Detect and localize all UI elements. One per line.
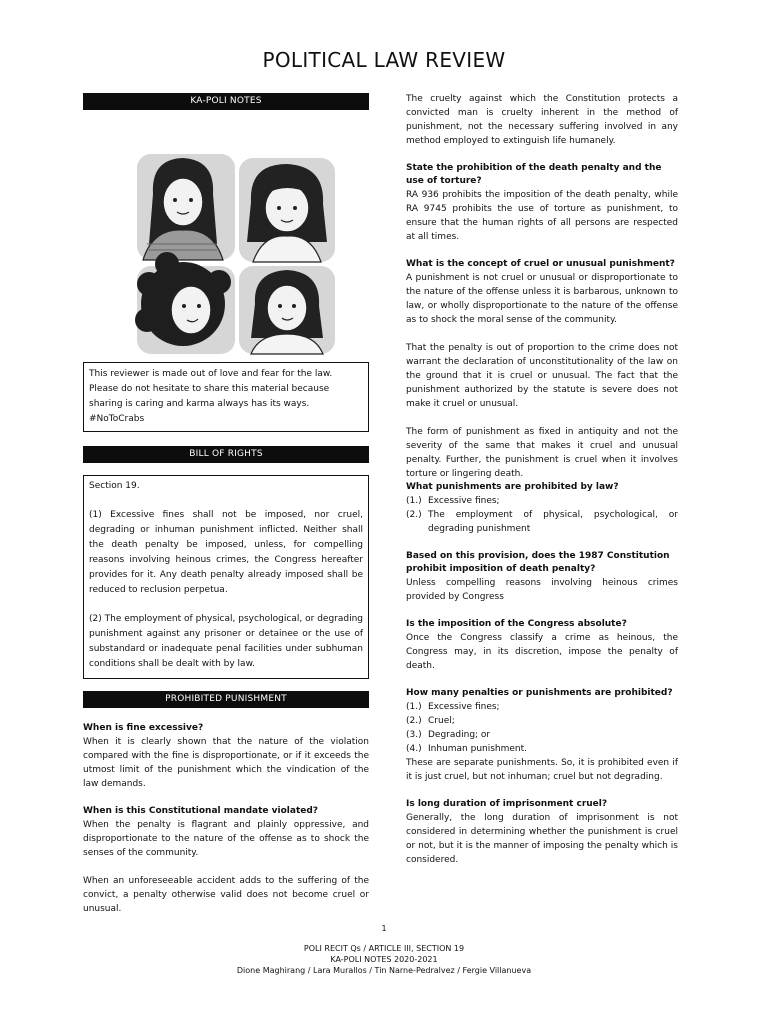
bill-of-rights-header: BILL OF RIGHTS	[83, 446, 369, 463]
footer-line-1: POLI RECIT Qs / ARTICLE III, SECTION 19	[303, 944, 465, 953]
question-prohibited-by-law: What punishments are prohibited by law?	[406, 482, 619, 492]
answer-mandate-violated: When the penalty is flagrant and plainly oppressive, and disproportionate to the nature of the offense as to shock the senses of the community.	[83, 820, 369, 858]
question-cruel-unusual-concept: What is the concept of cruel or unusual punishment?	[406, 259, 675, 269]
list-item: (4.) Inhuman punishment.	[406, 744, 528, 754]
section-title: Section 19.	[89, 481, 140, 491]
answer-fine-excessive: When it is clearly shown that the nature of the violation compared with the fine is disproportionate, or if it exceeds the utmost limit of the punishment which the vindication of the law demands.	[83, 737, 369, 789]
question-mandate-violated: When is this Constitutional mandate violated?	[83, 806, 319, 816]
page-title: POLITICAL LAW REVIEW	[262, 48, 506, 72]
list-item: (3.) Degrading; or	[406, 730, 491, 740]
section-19-box	[83, 475, 369, 679]
paragraph-form-of-punishment: The form of punishment as fixed in antiquity and not the severity of the same that makes it cruel and unusual penalty. Further, the punishment is cruel when it involves torture or lingering death.	[406, 427, 678, 479]
answer-death-penalty-torture: RA 936 prohibits the imposition of the death penalty, while RA 9745 prohibits the use of torture as punishment, to ensure that the human rights of all persons are respected at all times.	[406, 190, 678, 242]
right-column	[406, 92, 678, 867]
section-paragraph-2: (2) The employment of physical, psychological, or degrading punishment against any prisoner or detainee or the use of substandard or inadequate penal facilities under subhuman conditions shall be dealt with by law.	[89, 614, 363, 669]
question-long-duration: Is long duration of imprisonment cruel?	[406, 799, 608, 809]
answer-separate-punishments: These are separate punishments. So, it is prohibited even if it is just cruel, but not inhuman; cruel but not degrading.	[406, 758, 678, 782]
paragraph-cruelty: The cruelty against which the Constitution protects a convicted man is cruelty inherent in the method of punishment, not the necessary suffering involved in any method employed to extinguish life humanely.	[406, 94, 678, 146]
question-death-penalty-torture: State the prohibition of the death penalty and the use of torture?	[406, 163, 662, 186]
kapoli-notes-header: KA-POLI NOTES	[83, 93, 369, 110]
section-paragraph-1: (1) Excessive fines shall not be imposed, nor cruel, degrading or inhuman punishment inflicted. Neither shall the death penalty be imposed, unless, for compelling reasons involving heinous crimes, the Congress hereafter provides for it. Any death penalty already imposed shall be reduced to reclusion perpetua.	[89, 510, 363, 595]
footer-line-3: Dione Maghirang / Lara Murallos / Tin Narne-Pedralvez / Fergie Villanueva	[236, 966, 532, 975]
four-women-illustration	[83, 124, 369, 356]
list-item: (1.) Excessive fines;	[406, 702, 500, 712]
answer-long-duration: Generally, the long duration of imprisonment is not considered in determining whether the punishment is cruel or not, but it is the manner of imposing the penalty which is considered.	[406, 813, 678, 865]
answer-accident: When an unforeseeable accident adds to the suffering of the convict, a penalty otherwise valid does not become cruel or unusual.	[83, 876, 369, 914]
question-how-many-prohibited: How many penalties or punishments are prohibited?	[406, 688, 673, 698]
paragraph-proportion: That the penalty is out of proportion to the crime does not warrant the declaration of unconstitutionality of the law on the ground that it is cruel or unusual. The fact that the punishment authorized by the statute is severe does not make it cruel or unusual.	[406, 343, 678, 409]
list-item: (1.) Excessive fines;	[406, 496, 500, 506]
how-many-prohibited-list	[406, 700, 678, 756]
list-item: (2.) Cruel;	[406, 716, 455, 726]
answer-1987-constitution: Unless compelling reasons involving heinous crimes provided by Congress	[406, 578, 678, 602]
authors-illustration	[83, 124, 369, 356]
question-congress-absolute: Is the imposition of the Congress absolute?	[406, 619, 627, 629]
answer-cruel-unusual-concept: A punishment is not cruel or unusual or disproportionate to the nature of the offense unless it is barbarous, unknown to law, or wholly disproportionate to the nature of the offense as to shock the moral sense of the community.	[406, 273, 678, 325]
prohibited-punishment-header: PROHIBITED PUNISHMENT	[83, 691, 369, 708]
intro-note: This reviewer is made out of love and fear for the law. Please do not hesitate to share this material because sharing is caring and karma always has its ways. #NoToCrabs	[83, 362, 369, 432]
list-item: (2.) The employment of physical, psychological, or degrading punishment	[406, 510, 678, 534]
question-fine-excessive: When is fine excessive?	[83, 723, 204, 733]
page-number: 1	[381, 924, 387, 933]
left-column	[83, 93, 369, 916]
prohibited-by-law-list	[406, 494, 678, 536]
footer-line-2: KA-POLI NOTES 2020-2021	[330, 955, 438, 964]
question-1987-constitution: Based on this provision, does the 1987 Constitution prohibit imposition of death penalty?	[406, 551, 670, 574]
answer-congress-absolute: Once the Congress classify a crime as heinous, the Congress may, in its discretion, impose the penalty of death.	[406, 633, 678, 671]
